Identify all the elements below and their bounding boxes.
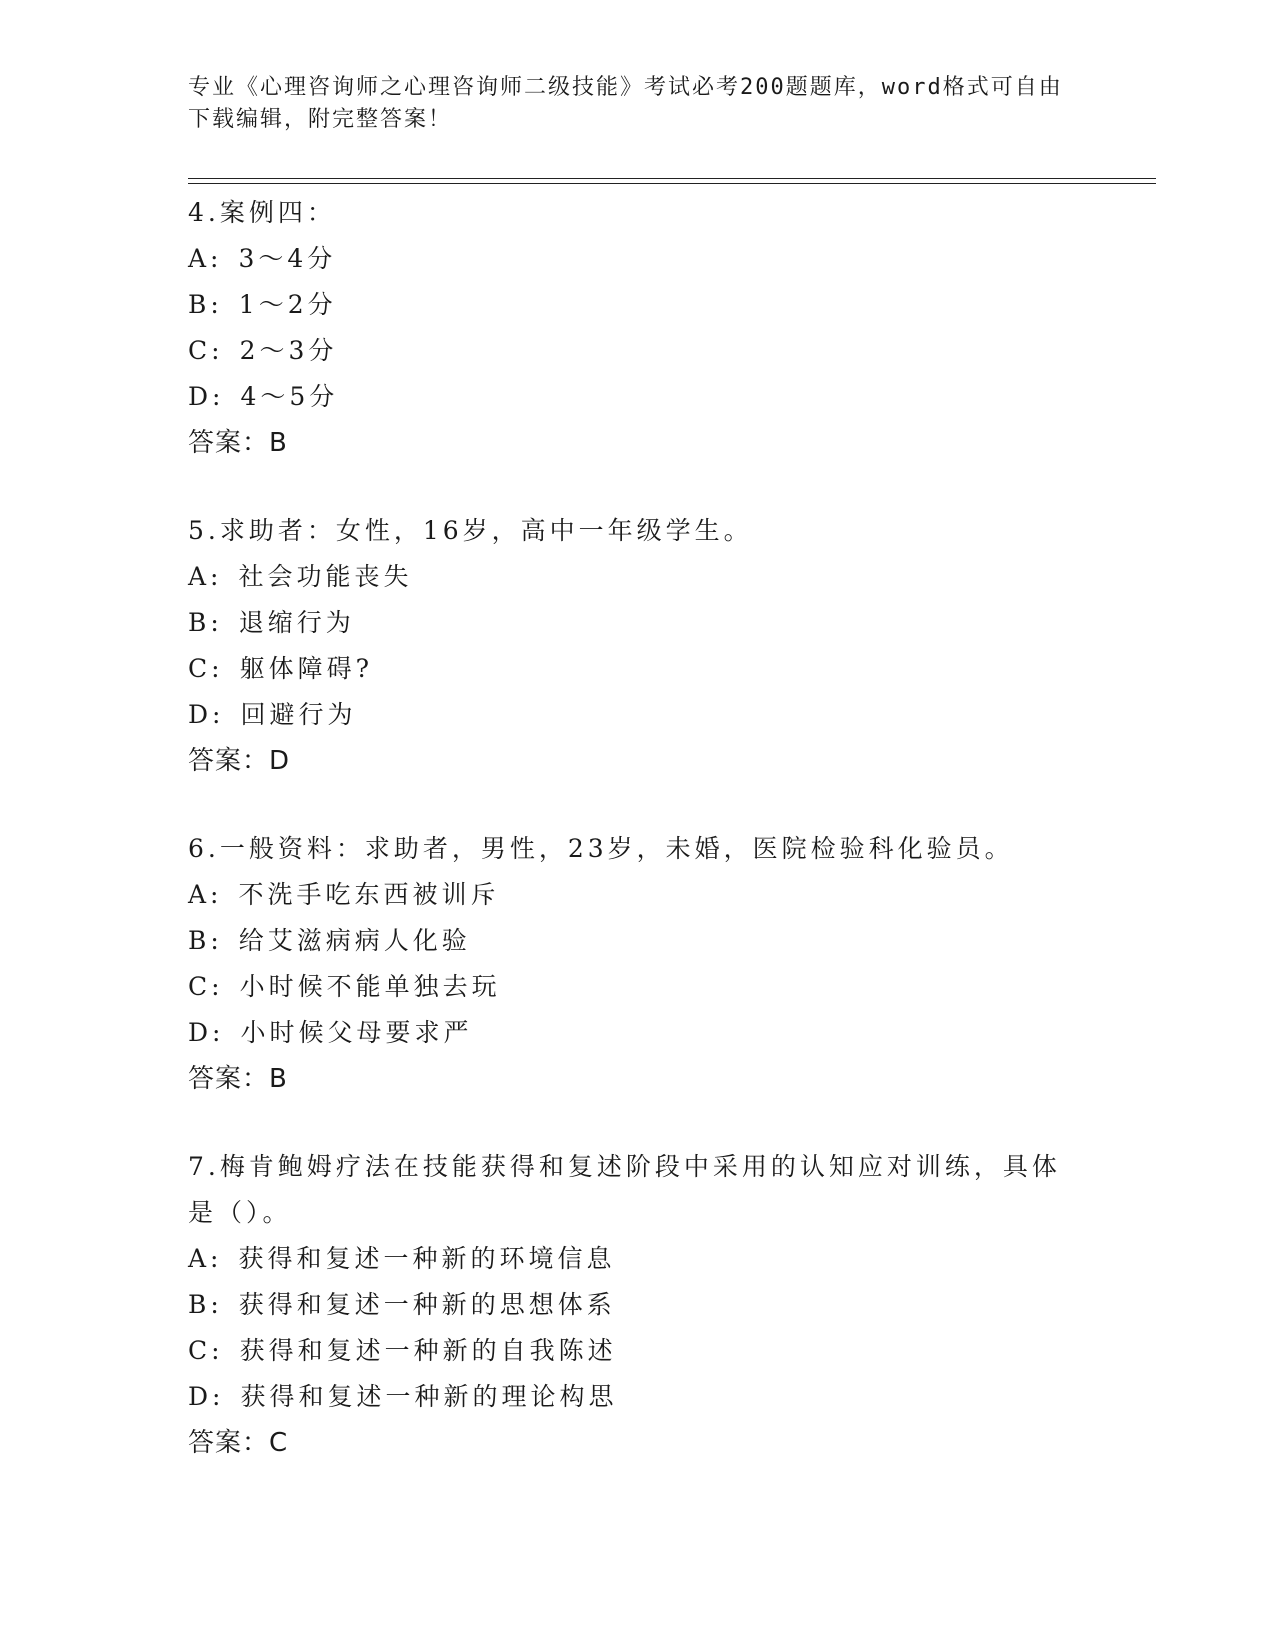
option-b: [188, 1282, 1088, 1328]
option-a: [188, 1236, 1088, 1282]
option-text: 退缩行为: [238, 608, 355, 637]
option-b: [188, 918, 1088, 964]
option-text: 2～3分: [239, 336, 338, 365]
option-text: 回避行为: [240, 700, 357, 729]
option-label: A:: [188, 562, 223, 591]
option-c: [188, 646, 1088, 692]
option-label: D:: [188, 1018, 225, 1047]
option-label: B:: [188, 290, 223, 319]
option-label: B:: [188, 1290, 223, 1319]
option-a: [188, 554, 1088, 600]
question-text: 5.求助者：女性，16岁，高中一年级学生。: [188, 516, 753, 545]
option-label: C:: [188, 336, 224, 365]
question-6: [188, 826, 1088, 1102]
option-text: 3～4分: [238, 244, 337, 273]
option-b: [188, 282, 1088, 328]
option-label: A:: [188, 244, 223, 273]
option-d: [188, 374, 1088, 420]
option-text: 4～5分: [240, 382, 339, 411]
option-text: 不洗手吃东西被训斥: [238, 880, 500, 909]
option-d: [188, 692, 1088, 738]
question-5: [188, 508, 1088, 784]
answer-line: 答案：C: [188, 1428, 289, 1458]
option-label: D:: [188, 1382, 225, 1411]
option-label: D:: [188, 700, 225, 729]
option-label: A:: [188, 1244, 223, 1273]
question-list: [188, 190, 1088, 1508]
question-7: [188, 1144, 1088, 1466]
answer-line: 答案：D: [188, 746, 291, 776]
option-c: [188, 1328, 1088, 1374]
question-text: 6.一般资料：求助者，男性，23岁，未婚，医院检验科化验员。: [188, 834, 1014, 863]
option-b: [188, 600, 1088, 646]
question-4: [188, 190, 1088, 466]
option-c: [188, 964, 1088, 1010]
option-label: B:: [188, 926, 223, 955]
option-d: [188, 1010, 1088, 1056]
option-label: C:: [188, 654, 224, 683]
option-label: A:: [188, 880, 223, 909]
option-c: [188, 328, 1088, 374]
option-label: C:: [188, 1336, 224, 1365]
option-text: 躯体障碍?: [239, 654, 373, 683]
header-rule-bottom: [188, 183, 1156, 184]
answer-line: 答案：B: [188, 428, 288, 458]
option-text: 1～2分: [238, 290, 337, 319]
question-text: 4.案例四：: [188, 198, 336, 227]
option-text: 小时候父母要求严: [240, 1018, 473, 1047]
option-a: [188, 872, 1088, 918]
option-a: [188, 236, 1088, 282]
option-text: 给艾滋病病人化验: [238, 926, 471, 955]
question-text: 7.梅肯鲍姆疗法在技能获得和复述阶段中采用的认知应对训练，具体是（）。: [188, 1152, 1061, 1227]
option-text: 社会功能丧失: [238, 562, 413, 591]
option-text: 获得和复述一种新的环境信息: [238, 1244, 616, 1273]
option-text: 获得和复述一种新的理论构思: [240, 1382, 618, 1411]
document-header: 专业《心理咨询师之心理咨询师二级技能》考试必考200题题库，word格式可自由下载编辑，附完整答案！: [188, 75, 1063, 132]
option-label: D:: [188, 382, 225, 411]
header-rule-top: [188, 178, 1156, 179]
option-text: 小时候不能单独去玩: [239, 972, 501, 1001]
answer-line: 答案：B: [188, 1064, 288, 1094]
option-label: B:: [188, 608, 223, 637]
option-d: [188, 1374, 1088, 1420]
option-label: C:: [188, 972, 224, 1001]
option-text: 获得和复述一种新的自我陈述: [239, 1336, 617, 1365]
option-text: 获得和复述一种新的思想体系: [238, 1290, 616, 1319]
